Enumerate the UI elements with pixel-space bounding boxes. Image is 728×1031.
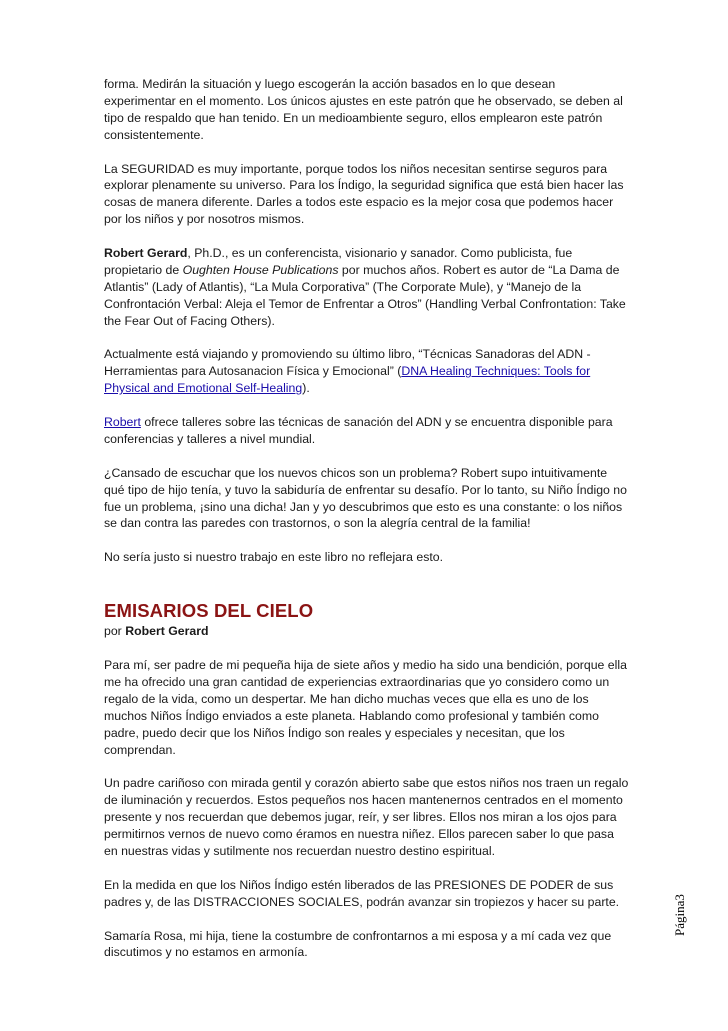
paragraph: No sería justo si nuestro trabajo en este libro no reflejara esto. [104, 550, 444, 565]
byline-prefix: por [104, 624, 126, 639]
page-body [104, 76, 630, 978]
paragraph: La SEGURIDAD es muy importante, porque todos los niños necesitan sentirse seguros para explorar plenamente su universo. Para los Índigo, la seguridad significa que está bien hacer las cosas de manera diferente. Darles a todos este espacio es la mejor cosa que podemos hacer por los niños y por nosotros mismos. [104, 161, 624, 227]
author-bio-paragraph [104, 245, 630, 330]
bio-text: por muchos años. Robert es autor de “La Dama de Atlantis” (Lady of Atlantis), “La Mula Corporativa” (The Corporate Mule), y “Manejo de la Confrontación Verbal: Aleja el Temor de Enfrentar a Otros” (Handling Verbal Confrontation: Take the Fear Out of Facing Others). [104, 262, 626, 328]
workshop-text: ofrece talleres sobre las técnicas de sanación del ADN y se encuentra disponible para conferencias y talleres a nivel mundial. [104, 415, 613, 446]
publisher-name: Oughten House Publications [182, 262, 339, 277]
byline-author: Robert Gerard [125, 624, 209, 639]
book-link[interactable]: DNA Healing Techniques: Tools for Physical and Emotional Self-Healing [104, 364, 591, 396]
author-name: Robert Gerard [104, 246, 188, 261]
paragraph: En la medida en que los Niños Índigo estén liberados de las PRESIONES DE PODER de sus padres y, de las DISTRACCIONES SOCIALES, podrán avanzar sin tropiezos y hacer su parte. [104, 877, 620, 909]
book-paragraph [104, 346, 630, 397]
book-text: ). [302, 381, 310, 396]
section-heading: EMISARIOS DEL CIELO [104, 600, 314, 622]
byline [104, 623, 630, 640]
workshop-paragraph [104, 414, 630, 448]
bio-text: , Ph.D., es un conferencista, visionario y sanador. Como publicista, fue propietario de [104, 246, 573, 277]
paragraph: forma. Medirán la situación y luego escogerán la acción basados en lo que desean experimentar en el momento. Los únicos ajustes en este patrón que he observado, se deben al tipo de respaldo que han tenido. En un medioambiente seguro, ellos emplearon este patrón consistentemente. [104, 77, 623, 142]
paragraph: Samaría Rosa, mi hija, tiene la costumbre de confrontarnos a mi esposa y a mí cada vez que discutimos y no estamos en armonía. [104, 928, 612, 960]
robert-link[interactable]: Robert [104, 415, 141, 430]
book-text: Actualmente está viajando y promoviendo su último libro, “Técnicas Sanadoras del ADN - Herramientas para Autosanacion Física y Emocional” ( [104, 347, 591, 379]
page-number-text: Página3 [672, 894, 687, 936]
paragraph: Para mí, ser padre de mi pequeña hija de siete años y medio ha sido una bendición, porque ella me ha ofrecido una gran cantidad de experiencias extraordinarias que yo considero como un regalo de la vida, como un despertar. Me han dicho muchas veces que ella es uno de los muchos Niños Índigo enviados a este planeta. Hablando como profesional y también como padre, puedo decir que los Niños Índigo son reales y especiales y necesitan, que los comprendan. [104, 658, 627, 757]
paragraph: Un padre cariñoso con mirada gentil y corazón abierto sabe que estos niños nos traen un regalo de iluminación y recuerdos. Estos pequeños nos hacen mantenernos centrados en el momento presente y nos recuerdan que debemos jugar, reír, y ser libres. Ellos nos miran a los ojos para permitirnos vernos de nuevo como éramos en nuestra niñez. Ellos parecen saber lo que pasa en nuestras vidas y sutilmente nos recuerdan nuestro destino espiritual. [104, 776, 629, 859]
page-number [669, 880, 691, 950]
paragraph: ¿Cansado de escuchar que los nuevos chicos son un problema? Robert supo intuitivamente qué tipo de hijo tenía, y tuvo la sabiduría de enfrentar su desafío. Por lo tanto, su Niño Índigo no fue un problema, ¡sino una dicha! Jan y yo descubrimos que esto es una constante: o los niños se dan contra las paredes con trastornos, o son la alegría central de la familia! [104, 465, 627, 531]
